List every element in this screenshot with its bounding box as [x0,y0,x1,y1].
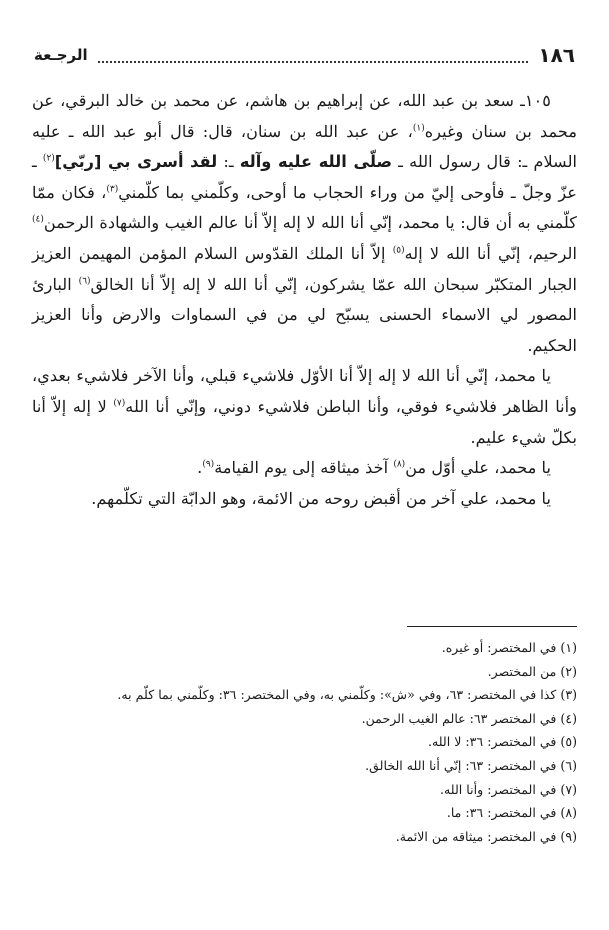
footnote-5: (٥) في المختصر: ٣٦: لا الله. [427,734,577,750]
paragraph-2 [32,361,577,453]
quote-bold: لقد أسرى بي [ربّي] [54,152,218,172]
salutation-bold: صلّى الله عليه وآله [239,152,393,172]
text-run: آخذ ميثاقه إلى يوم القيامة [214,458,394,478]
text-run: . [197,458,203,478]
footnote-marker-5: (٥) [392,245,405,256]
footnote-1: (١) في المختصر: أو غيره. [441,640,577,655]
footnote-3: (٣) كذا في المختصر: ٦٣، وفي «ش»: وكلّمني به، وفي المختصر: ٣٦: وكلّمني بما كلّم به. [117,687,577,703]
footnote-separator [407,626,577,627]
text-run: ، عن عبد الله بن سنان، قال: قال أبو عبد الله ـ عليه السلام ـ: قال رسول الله ـ [32,121,577,172]
footnote-marker-7: (٧) [113,398,126,409]
footnote-marker-3: (٣) [106,184,119,195]
running-title: الرجـعة [34,46,88,64]
text-run: ١٠٥ـ سعد بن عبد الله، عن إبراهيم بن هاشم، عن محمد بن خالد البرقي، عن محمد بن سنان وغيره [32,91,577,141]
text-run: ـ: [217,152,240,172]
paragraph-hadith-105 [32,86,577,361]
page-header [34,40,575,70]
footnote-marker-4: (٤) [32,214,44,225]
text-run: يا محمد، علي أوّل من [405,458,551,478]
footnote-4: (٤) في المختصر ٦٣: عالم الغيب الرحمن. [361,710,577,726]
footnote-marker-1: (١) [412,123,425,134]
footnote-6: (٦) في المختصر: ٦٣: إنّي أنا الله الخالق. [365,757,577,773]
main-text [32,86,577,514]
footnote-8: (٨) في المختصر: ٣٦: ما. [446,805,577,821]
text-run: ـ عزّ وجلّ ـ فأوحى إليّ من وراء الحجاب ما أوحى، وكلّمني بما كلّمني [32,152,577,202]
header-dotted-leader [98,47,529,63]
footnote-marker-6: (٦) [78,276,91,287]
footnote-2: (٢) من المختصر. [487,663,577,679]
paragraph-3 [32,453,577,484]
paragraph-4: يا محمد، علي آخر من أقبض روحه من الائمة، وهو الدابّة التي تكلّمهم. [91,488,551,508]
footnote-marker-8: (٨) [393,459,406,470]
text-run: البارئ المصور لي الاسماء الحسنى يسبّح لي من في السماوات والارض وأنا العزيز الحكيم. [32,274,577,355]
footnote-7: (٧) في المختصر: وأنا الله. [440,781,577,797]
text-run: الرحيم، إنّي أنا الله لا إله [404,243,577,263]
text-run: ، فكان ممّا كلّمني به أن قال: يا محمد، إنّي أنا الله لا إله إلاّ أنا عالم الغيب والشهادة الرحمن [32,182,577,233]
text-run: إلاّ أنا الملك القدّوس السلام المؤمن المهيمن العزيز الجبار المتكبّر سبحان الله عمّا يشركون، إنّي أنا الله لا إله إلاّ أنا الخالق [32,243,577,294]
text-run: يا محمد، إنّي أنا الله لا إله إلاّ أنا الأوّل فلاشيء قبلي، وأنا الآخر فلاشيء بعدي، وأنا الظاهر فلاشيء فوقي، وأنا الباطن فلاشيء دوني، وإنّي أنا الله [32,366,577,416]
footnote-9: (٩) في المختصر: ميثاقه من الائمة. [395,828,577,844]
footnote-marker-9: (٩) [202,459,215,470]
page-number: ١٨٦ [538,43,575,67]
text-run: لا إله إلاّ أنا بكلّ شيء عليم. [32,396,577,447]
footnotes [32,636,577,848]
footnote-marker-2: (٢) [42,153,55,164]
